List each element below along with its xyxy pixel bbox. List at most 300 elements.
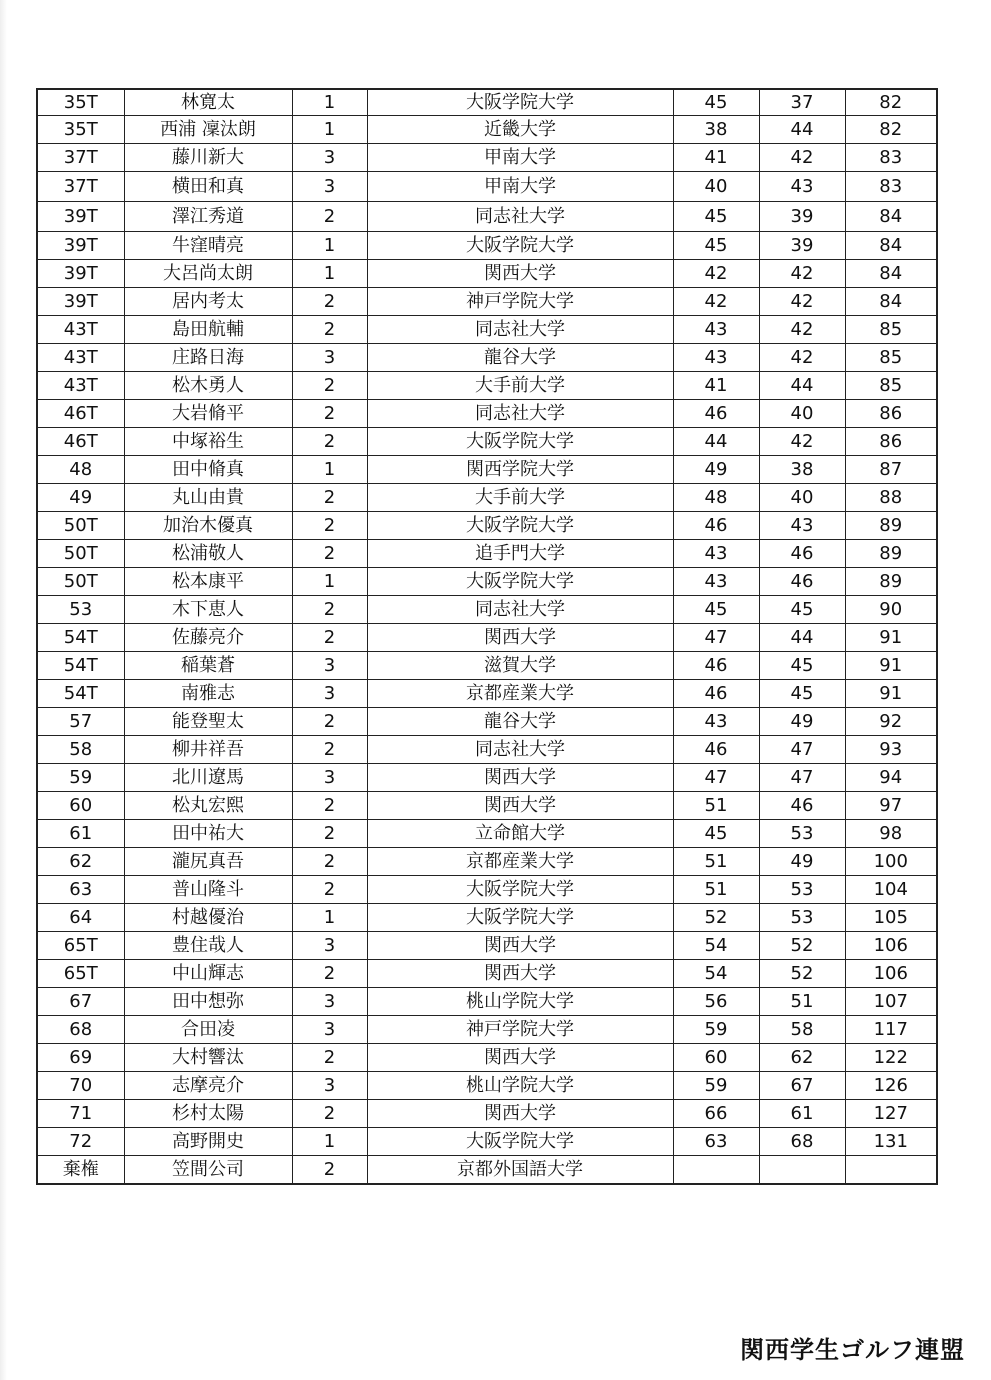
player-name-cell: 松本康平 (124, 568, 292, 596)
in-score-cell: 37 (759, 89, 845, 116)
school-cell: 立命館大学 (367, 820, 673, 848)
total-score-cell: 89 (845, 512, 937, 540)
table-row (37, 1072, 937, 1100)
rank-cell: 49 (37, 484, 124, 512)
out-score-cell: 60 (673, 1044, 759, 1072)
rank-cell: 46T (37, 400, 124, 428)
grade-cell: 3 (292, 680, 367, 708)
in-score-cell: 44 (759, 624, 845, 652)
rank-cell: 54T (37, 680, 124, 708)
rank-cell: 54T (37, 652, 124, 680)
out-score-cell (673, 1156, 759, 1185)
school-cell: 関西大学 (367, 960, 673, 988)
table-row (37, 596, 937, 624)
school-cell: 龍谷大学 (367, 708, 673, 736)
in-score-cell: 49 (759, 848, 845, 876)
rank-cell: 65T (37, 932, 124, 960)
out-score-cell: 59 (673, 1016, 759, 1044)
total-score-cell: 93 (845, 736, 937, 764)
in-score-cell: 44 (759, 116, 845, 144)
total-score-cell: 107 (845, 988, 937, 1016)
out-score-cell: 48 (673, 484, 759, 512)
grade-cell: 2 (292, 1044, 367, 1072)
school-cell: 関西大学 (367, 260, 673, 288)
out-score-cell: 46 (673, 652, 759, 680)
table-row (37, 624, 937, 652)
rank-cell: 62 (37, 848, 124, 876)
in-score-cell: 52 (759, 960, 845, 988)
total-score-cell: 97 (845, 792, 937, 820)
out-score-cell: 38 (673, 116, 759, 144)
school-cell: 甲南大学 (367, 144, 673, 172)
table-row (37, 316, 937, 344)
in-score-cell: 52 (759, 932, 845, 960)
player-name-cell: 中塚裕生 (124, 428, 292, 456)
total-score-cell: 100 (845, 848, 937, 876)
total-score-cell: 122 (845, 1044, 937, 1072)
player-name-cell: 高野開史 (124, 1128, 292, 1156)
player-name-cell: 志摩亮介 (124, 1072, 292, 1100)
rank-cell: 57 (37, 708, 124, 736)
out-score-cell: 40 (673, 172, 759, 202)
table-row (37, 876, 937, 904)
grade-cell: 3 (292, 344, 367, 372)
school-cell: 京都産業大学 (367, 680, 673, 708)
table-row (37, 116, 937, 144)
rank-cell: 50T (37, 540, 124, 568)
in-score-cell: 53 (759, 904, 845, 932)
out-score-cell: 52 (673, 904, 759, 932)
school-cell: 大阪学院大学 (367, 876, 673, 904)
rank-cell: 69 (37, 1044, 124, 1072)
school-cell: 神戸学院大学 (367, 288, 673, 316)
grade-cell: 1 (292, 89, 367, 116)
school-cell: 神戸学院大学 (367, 1016, 673, 1044)
out-score-cell: 43 (673, 540, 759, 568)
total-score-cell: 106 (845, 932, 937, 960)
total-score-cell: 84 (845, 202, 937, 232)
player-name-cell: 木下恵人 (124, 596, 292, 624)
school-cell: 近畿大学 (367, 116, 673, 144)
in-score-cell: 61 (759, 1100, 845, 1128)
table-row (37, 372, 937, 400)
in-score-cell: 53 (759, 876, 845, 904)
player-name-cell: 丸山由貴 (124, 484, 292, 512)
table-row (37, 172, 937, 202)
grade-cell: 2 (292, 960, 367, 988)
rank-cell: 棄権 (37, 1156, 124, 1185)
grade-cell: 1 (292, 232, 367, 260)
in-score-cell: 42 (759, 316, 845, 344)
player-name-cell: 加治木優真 (124, 512, 292, 540)
results-table-body (37, 89, 937, 1184)
page-edge (0, 0, 7, 1380)
out-score-cell: 46 (673, 400, 759, 428)
rank-cell: 68 (37, 1016, 124, 1044)
table-row (37, 260, 937, 288)
player-name-cell: 大呂尚太朗 (124, 260, 292, 288)
in-score-cell: 49 (759, 708, 845, 736)
rank-cell: 43T (37, 372, 124, 400)
table-row (37, 232, 937, 260)
school-cell: 関西大学 (367, 1044, 673, 1072)
grade-cell: 2 (292, 428, 367, 456)
grade-cell: 2 (292, 540, 367, 568)
total-score-cell: 106 (845, 960, 937, 988)
in-score-cell: 39 (759, 202, 845, 232)
table-row (37, 288, 937, 316)
school-cell: 同志社大学 (367, 596, 673, 624)
out-score-cell: 43 (673, 316, 759, 344)
rank-cell: 35T (37, 89, 124, 116)
player-name-cell: 村越優治 (124, 904, 292, 932)
rank-cell: 35T (37, 116, 124, 144)
total-score-cell: 82 (845, 89, 937, 116)
grade-cell: 2 (292, 400, 367, 428)
total-score-cell: 84 (845, 288, 937, 316)
in-score-cell: 46 (759, 568, 845, 596)
school-cell: 京都産業大学 (367, 848, 673, 876)
player-name-cell: 大村響汰 (124, 1044, 292, 1072)
out-score-cell: 45 (673, 596, 759, 624)
table-row (37, 960, 937, 988)
player-name-cell: 田中脩真 (124, 456, 292, 484)
in-score-cell: 62 (759, 1044, 845, 1072)
table-row (37, 540, 937, 568)
player-name-cell: 佐藤亮介 (124, 624, 292, 652)
table-row (37, 202, 937, 232)
total-score-cell: 86 (845, 428, 937, 456)
total-score-cell: 127 (845, 1100, 937, 1128)
total-score-cell: 85 (845, 344, 937, 372)
out-score-cell: 51 (673, 792, 759, 820)
out-score-cell: 47 (673, 764, 759, 792)
grade-cell: 2 (292, 792, 367, 820)
grade-cell: 2 (292, 372, 367, 400)
player-name-cell: 中山輝志 (124, 960, 292, 988)
in-score-cell: 43 (759, 172, 845, 202)
table-row (37, 820, 937, 848)
player-name-cell: 能登聖太 (124, 708, 292, 736)
rank-cell: 53 (37, 596, 124, 624)
rank-cell: 64 (37, 904, 124, 932)
school-cell: 大阪学院大学 (367, 89, 673, 116)
rank-cell: 54T (37, 624, 124, 652)
player-name-cell: 松木勇人 (124, 372, 292, 400)
out-score-cell: 66 (673, 1100, 759, 1128)
grade-cell: 2 (292, 512, 367, 540)
grade-cell: 3 (292, 1072, 367, 1100)
player-name-cell: 松浦敬人 (124, 540, 292, 568)
school-cell: 桃山学院大学 (367, 1072, 673, 1100)
out-score-cell: 51 (673, 876, 759, 904)
school-cell: 関西大学 (367, 1100, 673, 1128)
in-score-cell: 42 (759, 428, 845, 456)
player-name-cell: 柳井祥吾 (124, 736, 292, 764)
table-row (37, 1128, 937, 1156)
in-score-cell: 46 (759, 792, 845, 820)
in-score-cell: 42 (759, 144, 845, 172)
total-score-cell: 84 (845, 232, 937, 260)
rank-cell: 37T (37, 144, 124, 172)
school-cell: 関西大学 (367, 792, 673, 820)
total-score-cell (845, 1156, 937, 1185)
player-name-cell: 藤川新大 (124, 144, 292, 172)
table-row (37, 764, 937, 792)
school-cell: 関西大学 (367, 624, 673, 652)
organization-name: 関西学生ゴルフ連盟 (740, 1336, 965, 1364)
grade-cell: 2 (292, 736, 367, 764)
total-score-cell: 85 (845, 372, 937, 400)
table-row (37, 932, 937, 960)
out-score-cell: 51 (673, 848, 759, 876)
player-name-cell: 大岩脩平 (124, 400, 292, 428)
player-name-cell: 合田凌 (124, 1016, 292, 1044)
in-score-cell: 68 (759, 1128, 845, 1156)
grade-cell: 2 (292, 708, 367, 736)
out-score-cell: 54 (673, 932, 759, 960)
grade-cell: 3 (292, 932, 367, 960)
player-name-cell: 笠間公司 (124, 1156, 292, 1185)
grade-cell: 3 (292, 144, 367, 172)
rank-cell: 50T (37, 512, 124, 540)
total-score-cell: 84 (845, 260, 937, 288)
school-cell: 大阪学院大学 (367, 1128, 673, 1156)
table-row (37, 400, 937, 428)
grade-cell: 2 (292, 202, 367, 232)
table-row (37, 344, 937, 372)
total-score-cell: 88 (845, 484, 937, 512)
total-score-cell: 86 (845, 400, 937, 428)
table-row (37, 848, 937, 876)
rank-cell: 60 (37, 792, 124, 820)
player-name-cell: 瀧尻真吾 (124, 848, 292, 876)
rank-cell: 61 (37, 820, 124, 848)
grade-cell: 2 (292, 484, 367, 512)
in-score-cell: 40 (759, 400, 845, 428)
grade-cell: 2 (292, 1100, 367, 1128)
total-score-cell: 91 (845, 624, 937, 652)
school-cell: 大阪学院大学 (367, 428, 673, 456)
rank-cell: 58 (37, 736, 124, 764)
table-row (37, 736, 937, 764)
player-name-cell: 澤江秀道 (124, 202, 292, 232)
out-score-cell: 47 (673, 624, 759, 652)
total-score-cell: 83 (845, 172, 937, 202)
school-cell: 京都外国語大学 (367, 1156, 673, 1185)
school-cell: 同志社大学 (367, 400, 673, 428)
in-score-cell: 47 (759, 764, 845, 792)
in-score-cell: 53 (759, 820, 845, 848)
total-score-cell: 92 (845, 708, 937, 736)
player-name-cell: 林寛太 (124, 89, 292, 116)
rank-cell: 71 (37, 1100, 124, 1128)
total-score-cell: 87 (845, 456, 937, 484)
grade-cell: 3 (292, 172, 367, 202)
table-row (37, 904, 937, 932)
table-row (37, 1100, 937, 1128)
table-row (37, 428, 937, 456)
rank-cell: 39T (37, 232, 124, 260)
rank-cell: 59 (37, 764, 124, 792)
player-name-cell: 松丸宏熙 (124, 792, 292, 820)
in-score-cell (759, 1156, 845, 1185)
in-score-cell: 42 (759, 260, 845, 288)
in-score-cell: 43 (759, 512, 845, 540)
school-cell: 大阪学院大学 (367, 232, 673, 260)
player-name-cell: 豊住哉人 (124, 932, 292, 960)
results-table (36, 88, 938, 1185)
total-score-cell: 91 (845, 680, 937, 708)
school-cell: 大阪学院大学 (367, 904, 673, 932)
out-score-cell: 45 (673, 89, 759, 116)
rank-cell: 39T (37, 260, 124, 288)
rank-cell: 43T (37, 316, 124, 344)
table-row (37, 456, 937, 484)
grade-cell: 3 (292, 1016, 367, 1044)
school-cell: 同志社大学 (367, 736, 673, 764)
school-cell: 甲南大学 (367, 172, 673, 202)
in-score-cell: 38 (759, 456, 845, 484)
out-score-cell: 45 (673, 232, 759, 260)
rank-cell: 67 (37, 988, 124, 1016)
grade-cell: 1 (292, 1128, 367, 1156)
in-score-cell: 46 (759, 540, 845, 568)
grade-cell: 1 (292, 568, 367, 596)
player-name-cell: 南雅志 (124, 680, 292, 708)
table-row (37, 144, 937, 172)
player-name-cell: 西浦 凜汰朗 (124, 116, 292, 144)
rank-cell: 48 (37, 456, 124, 484)
out-score-cell: 56 (673, 988, 759, 1016)
rank-cell: 39T (37, 202, 124, 232)
out-score-cell: 49 (673, 456, 759, 484)
table-row (37, 484, 937, 512)
school-cell: 桃山学院大学 (367, 988, 673, 1016)
grade-cell: 3 (292, 988, 367, 1016)
school-cell: 関西大学 (367, 764, 673, 792)
out-score-cell: 54 (673, 960, 759, 988)
school-cell: 関西学院大学 (367, 456, 673, 484)
out-score-cell: 46 (673, 680, 759, 708)
player-name-cell: 稲葉蒼 (124, 652, 292, 680)
out-score-cell: 45 (673, 820, 759, 848)
out-score-cell: 45 (673, 202, 759, 232)
player-name-cell: 島田航輔 (124, 316, 292, 344)
rank-cell: 63 (37, 876, 124, 904)
in-score-cell: 39 (759, 232, 845, 260)
total-score-cell: 104 (845, 876, 937, 904)
total-score-cell: 82 (845, 116, 937, 144)
school-cell: 大阪学院大学 (367, 512, 673, 540)
player-name-cell: 田中想弥 (124, 988, 292, 1016)
table-row (37, 1044, 937, 1072)
total-score-cell: 89 (845, 568, 937, 596)
in-score-cell: 44 (759, 372, 845, 400)
school-cell: 滋賀大学 (367, 652, 673, 680)
out-score-cell: 43 (673, 568, 759, 596)
table-row (37, 708, 937, 736)
school-cell: 同志社大学 (367, 202, 673, 232)
table-row (37, 1156, 937, 1185)
out-score-cell: 43 (673, 344, 759, 372)
total-score-cell: 117 (845, 1016, 937, 1044)
table-row (37, 568, 937, 596)
total-score-cell: 91 (845, 652, 937, 680)
in-score-cell: 67 (759, 1072, 845, 1100)
school-cell: 大阪学院大学 (367, 568, 673, 596)
grade-cell: 1 (292, 456, 367, 484)
total-score-cell: 85 (845, 316, 937, 344)
grade-cell: 2 (292, 848, 367, 876)
total-score-cell: 98 (845, 820, 937, 848)
out-score-cell: 59 (673, 1072, 759, 1100)
out-score-cell: 41 (673, 144, 759, 172)
out-score-cell: 46 (673, 736, 759, 764)
total-score-cell: 105 (845, 904, 937, 932)
school-cell: 大手前大学 (367, 484, 673, 512)
rank-cell: 39T (37, 288, 124, 316)
rank-cell: 43T (37, 344, 124, 372)
player-name-cell: 庄路日海 (124, 344, 292, 372)
out-score-cell: 63 (673, 1128, 759, 1156)
total-score-cell: 83 (845, 144, 937, 172)
out-score-cell: 42 (673, 260, 759, 288)
total-score-cell: 89 (845, 540, 937, 568)
player-name-cell: 横田和真 (124, 172, 292, 202)
total-score-cell: 126 (845, 1072, 937, 1100)
school-cell: 同志社大学 (367, 316, 673, 344)
out-score-cell: 42 (673, 288, 759, 316)
in-score-cell: 51 (759, 988, 845, 1016)
grade-cell: 2 (292, 596, 367, 624)
out-score-cell: 46 (673, 512, 759, 540)
grade-cell: 2 (292, 1156, 367, 1185)
rank-cell: 72 (37, 1128, 124, 1156)
rank-cell: 50T (37, 568, 124, 596)
in-score-cell: 45 (759, 652, 845, 680)
out-score-cell: 41 (673, 372, 759, 400)
total-score-cell: 131 (845, 1128, 937, 1156)
player-name-cell: 普山隆斗 (124, 876, 292, 904)
out-score-cell: 43 (673, 708, 759, 736)
table-row (37, 1016, 937, 1044)
out-score-cell: 44 (673, 428, 759, 456)
rank-cell: 46T (37, 428, 124, 456)
grade-cell: 1 (292, 904, 367, 932)
table-row (37, 89, 937, 116)
total-score-cell: 90 (845, 596, 937, 624)
in-score-cell: 42 (759, 288, 845, 316)
player-name-cell: 居内考太 (124, 288, 292, 316)
table-row (37, 988, 937, 1016)
table-row (37, 512, 937, 540)
in-score-cell: 47 (759, 736, 845, 764)
in-score-cell: 40 (759, 484, 845, 512)
grade-cell: 2 (292, 316, 367, 344)
player-name-cell: 杉村太陽 (124, 1100, 292, 1128)
table-row (37, 680, 937, 708)
grade-cell: 3 (292, 764, 367, 792)
grade-cell: 2 (292, 820, 367, 848)
in-score-cell: 45 (759, 596, 845, 624)
school-cell: 大手前大学 (367, 372, 673, 400)
grade-cell: 3 (292, 652, 367, 680)
school-cell: 関西大学 (367, 932, 673, 960)
in-score-cell: 58 (759, 1016, 845, 1044)
rank-cell: 37T (37, 172, 124, 202)
grade-cell: 2 (292, 624, 367, 652)
